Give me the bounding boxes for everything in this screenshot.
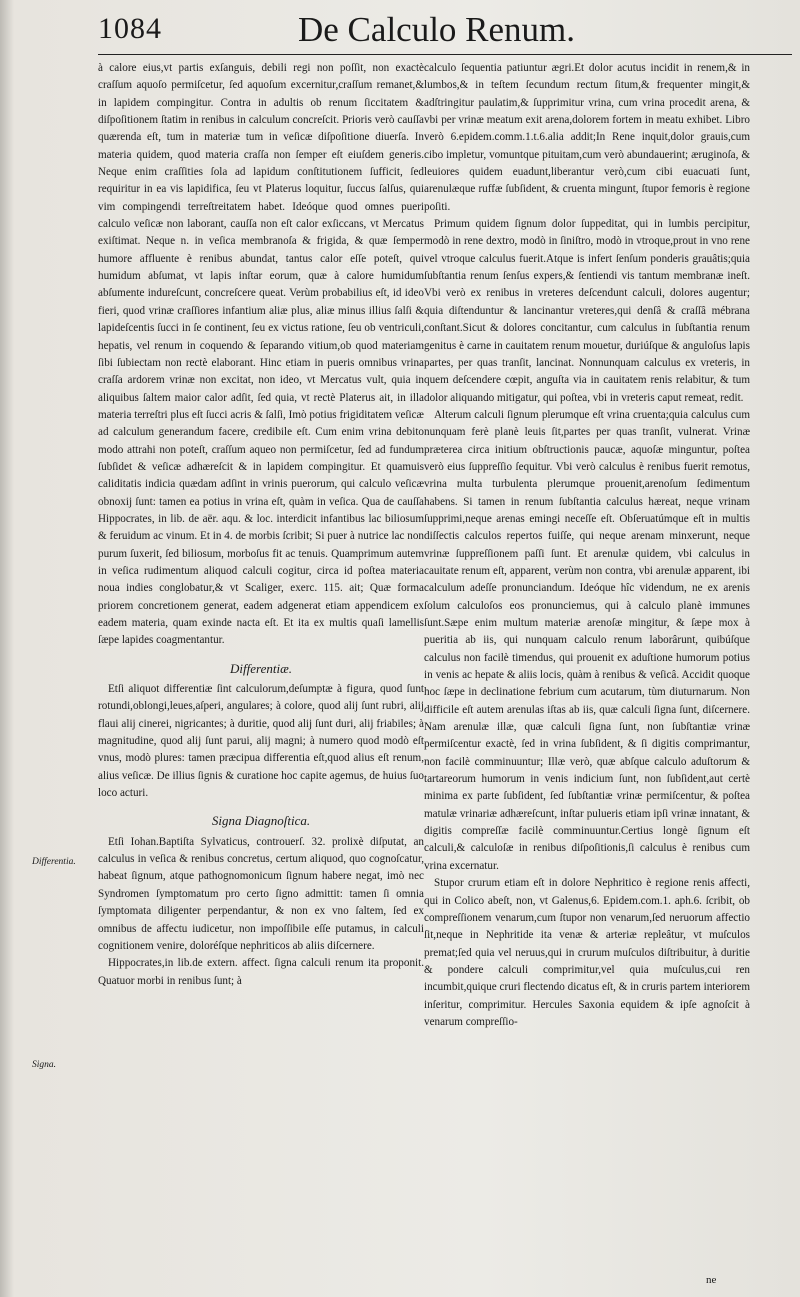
margin-note-differentiae: Differentia.: [32, 857, 76, 867]
margin-note-signa: Signa.: [32, 1060, 57, 1070]
section-heading-differentiae: Differentiæ.: [230, 660, 292, 676]
left-column: [98, 60, 424, 990]
page-header: [90, 8, 790, 52]
paragraph: Etſi Iohan.Baptiſta Sylvaticus, controuerſ. 32. prolixè diſputat, an calculus in veſica & renibus concretus, certum aliquod, quo cognoſcatur, habeat ſignum, atque pathognomonicum ſignum habere negat, imò nec Syndromen ſymptomatum pro certo ſigno admittit: tamen ſi omnia ſymptomata diligenter perpendantur, & non ex vno ſaltem, ſed ex omnibus de affectu iudicetur, non impoſſibile eſſe putamus, in calculi cognitionem venire, doloréſque nephriticos ab aliis diſcernere.: [98, 835, 424, 952]
page-number: 1084: [98, 12, 162, 45]
running-title: De Calculo Renum.: [298, 10, 576, 49]
catchword: ne: [706, 1274, 717, 1286]
right-column: [424, 60, 750, 1031]
paragraph: Stupor crurum etiam eſt in dolore Nephritico è regione renis affecti, qui in Colico abeſt, non, vt Galenus,6. Epidem.com.1. aph.6. ſcribit, ob compreſſionem venarum,cum ſtupor non venarum,ſed neruorum affectio ſit,neque in Nephritide ita venæ & arteriæ repleâtur, vt muſculos premat;ſed quia vel neruus,qui in crurum muſculos diſtribuitur, à duritie & pondere calculi comprimitur,vel quia muſculus,cui ren incumbit,quique cruri flectendo dicatus eſt, & in cruris partem interiorem inſeritur, comprimitur. Hercules Saxonia equidem & ipſe agnoſcit à venarum compreſſio-: [424, 877, 750, 1028]
paragraph: Etſi aliquot differentiæ ſint calculorum,deſumptæ à figura, quod ſunt rotundi,oblongi,leues,aſperi, angulares; à colore, quod alij ſunt rubri, alij flaui alij cinerei, nigricantes; à duritie, quod alij ſunt duri, alij friabiles; à magnitudine, quod alij ſunt parui, alij magni; à numero quod modò eſt vnus, modò plures: tamen præcipua differentia eſt,quod alius eſt renum, alius veſicæ. De illius ſignis & curatione hoc capite agemus, de huius ſuo loco acturi.: [98, 683, 424, 800]
paragraph: Alterum calculi ſignum plerumque eſt vrina cruenta;quia calculus cum nunquam ferè planè leuis ſit,partes per quas tranſit, vulnerat. Vrinæ præterea circa initium obſtructionis paucæ, aquoſæ minguntur, poſtea verò eius ſuppreſſio ſequitur. Vbi verò calculus è renibus fuerit remotus, vrina multa turbulenta plerumque prouenit,arenoſum ſedimentum habens. Si tamen in renum ſubſtantia calculus hæreat, neque vrinam ſupprimi,neque arenas emingi neceſſe eſt. Obſeruatúmque eſt in multis diſſectis calculos repertos fuiſſe, qui neque arenam minxerunt, neque vrinæ ſuppreſſionem paſſi ſunt. Et arenulæ quidem, vbi calculus in cauitate renum eſt, apparent, verùm non contra, vbi arenulæ apparent, ibi calculum adeſſe pronunciandum. Ideóque hîc videndum, ne ex arenis ſolum calculoſos eos pronunciemus, qui à calculo planè immunes ſunt.Sæpe enim multum materiæ arenoſæ mingitur, & ſæpe mox à pueritia ab iis, qui nunquam calculo renum laborârunt, quibúſque calculus non facilè timendus, qui prouenit ex aduſtione humorum potius in venis ac hepate & aliis locis, quàm à renibus & veſicâ. Accidit quoque hoc ſæpe in declinatione febrium cum acutarum, tùm diuturnarum. Non difficile eſt autem arenulas iſtas ab iis, quæ calculi ſigna ſunt, diſcernere. Nam arenulæ illæ, quæ calculi ſigna ſunt, non ſubſtantiæ vrinæ permiſcentur exactè, ſed in vrina ſubſident, & ſi digitis comprimantur, non facilè comminuuntur; Illæ verò, quæ abſque calculo aduſtorum & tartareorum humorum in venis indicium ſunt, non ſubſident,aut certè minima ex parte ſubſident, ſed ſubſtantiæ vrinæ permiſcentur, & poſtea matulæ vrinariæ adhæreſcunt, inſtar pulueris etiam ipſi vrinæ innatant, & digitis compreſſæ facilè comminuuntur.Certius longè ſignum eſt calculi,& calculoſæ in renibus diſpoſitionis,ſi calculus è renibus cum vrina excernatur.: [424, 408, 750, 872]
paragraph: calculo ſequentia patiuntur ægri.Et dolor acutus incidit in renem,& in lumbos,& in teſtem ſecundum rectum ſitum,& frequenter mingit,& adſtringitur paulatim,& ſupprimitur vrina, cum vrina procedit arena, & vbi per vrinæ meatum exit arena,dolorem fortem in meatu exhibet. Libro verò 6.epidem.comm.1.t.6.alia addit;In Rene inquit,dolor grauis,cum cibo impletur, vomuntque pituitam,cum verò abundauerint; æruginoſa, & leuiores quidem euadunt,liberantur verò,cum cibi euacuati ſunt, arenulæque ruffæ ſubſident, & cruenta mingunt, ſtupor femoris è regione poſiti.: [424, 62, 750, 213]
paragraph: Primum quidem ſignum dolor ſuppeditat, qui in lumbis percipitur, modò in rene dextro, modò in ſiniſtro, modò in vtroque,prout in vno rene vel vtroque calculus fuerit.Atque is infert ſenſum ponderis grauâtis;quia ſubſtantia renum ſenſus expers,& ſentiendi vis tantum membranæ ineſt. Vbi verò ex renibus in vreteres deſcendunt calculi, dolores augentur; quia diſtenduntur & lancinantur vreteres,qui denſâ & craſſâ mébrana conſtant.Sicut & dolores concitantur, cum calculus in ſubſtantia renum genitus è carne in cauitatem renum mouetur, duriúſque & anguloſus lapis partes, per quas tranſit, lancinat. Nonnunquam calculus ex vreteris, in quem deſcendere cœpit, anguſta via in cauitatem renis relabitur, & tum dolor aliquando mitigatur, qui poſtea, vbi in vreteris caput remeat, redit.: [424, 218, 750, 404]
paragraph: à calore eius,vt partis exſanguis, debili regi non poſſit, non exactè craſſum aquoſo permiſcetur, ſed aquoſum excernitur,craſſum remanet,& in lapidem compingitur. Contra in adultis ob renum ſiccitatem & diſpoſitionem ſtatim in renibus in calculum concreſcit. Prioris verò cauſſa quærenda eſt, tum in materiæ tum in veſicæ diſpoſitione diuerſa. In materia quidem, quod materia craſſa non ſemper eſt eiuſdem generis. Neque enim craſſities ſola ad lapidum conſtitutionem ſufficit, ſed requiritur in ea vis lapidifica, ſeu vt Platerus loquitur, ſuccus ſalſus, qui vim compingendi terreſtreitatem habet. Ideóque quod omnes pueri calculo veſicæ non laborant, cauſſa non eſt calor exſiccans, vt Mercatus exiſtimat. Neque n. in veſica membranoſa & frigida, & quæ ſemper humore affluente è renibus abundat, tantus calor eſſe poteſt, qui humidum abſumat, vt lapis inſtar eorum, quæ à calore humidum abſumente indureſcunt, concreſcere queat. Verùm probabilius eſt, id ideo fieri, quod vrinæ craſſiores infantium aliæ plus, aliæ minus illius ſalſi & lapideſcentis ſucci in ſe continent, ſeu ex victus ratione, ſeu ob ventriculi, hepatis, vel renum in coquendo & ſeparando vitium,ob quod materiam ſibi ſubiectam non rectè elaborant. Hinc etiam in pueris omnibus vrina craſſa ardorem vrinæ non excitat, non ideo, vt Mercatus vult, quia in aliquibus ſaltem maior calor adſit, ſed quia, vt rectè Platerus ait, in illa materia terreſtri plus eſt ſucci acris & ſalſi, Imò potius frigiditatem veſicæ ad calculum generandum facere, credibile eſt. Cum enim vrina debito modo attrahi non poteſt, craſſum aqueo non permiſcetur, ſed ad fundum ſubſidet & veſicæ adhæreſcit & in lapidem compingitur. Et quamuis caliditatis indicia quædam adſint in vrinis puerorum, qui calculo veſicæ obnoxij ſunt: tamen ea potius in vrina eſt, quàm in veſica. Qua de cauſſa Hippocrates, in lib. de aër. aqu. & loc. interdicit infantibus lac biliosum & feruidum ac vinum. Et in 4. de morbis ſcribit; Si puer à nutrice lac non purum ſuxerit, ſed biliosum, morboſus fit ac tenuis. Quamprimum autem in veſica rudimentum aliquod calculi cogitur, circa id poſtea materia noua indies conglobatur,& vt Scaliger, exerc. 115. ait; Quæ forma priorem concretionem generat, eadem adgenerat etiam appendicem ex eadem materia, quam exinde nacta eſt. Et ita ex multis quaſi lamellis ſæpe lapides coagmentantur.: [98, 62, 424, 647]
section-heading-signa: Signa Diagnoſtica.: [211, 813, 311, 829]
paragraph: Hippocrates,in lib.de extern. affect. ſigna calculi renum ita proponit. Quatuor morbi in renibus ſunt; à: [98, 957, 424, 987]
header-rule: [98, 54, 792, 55]
